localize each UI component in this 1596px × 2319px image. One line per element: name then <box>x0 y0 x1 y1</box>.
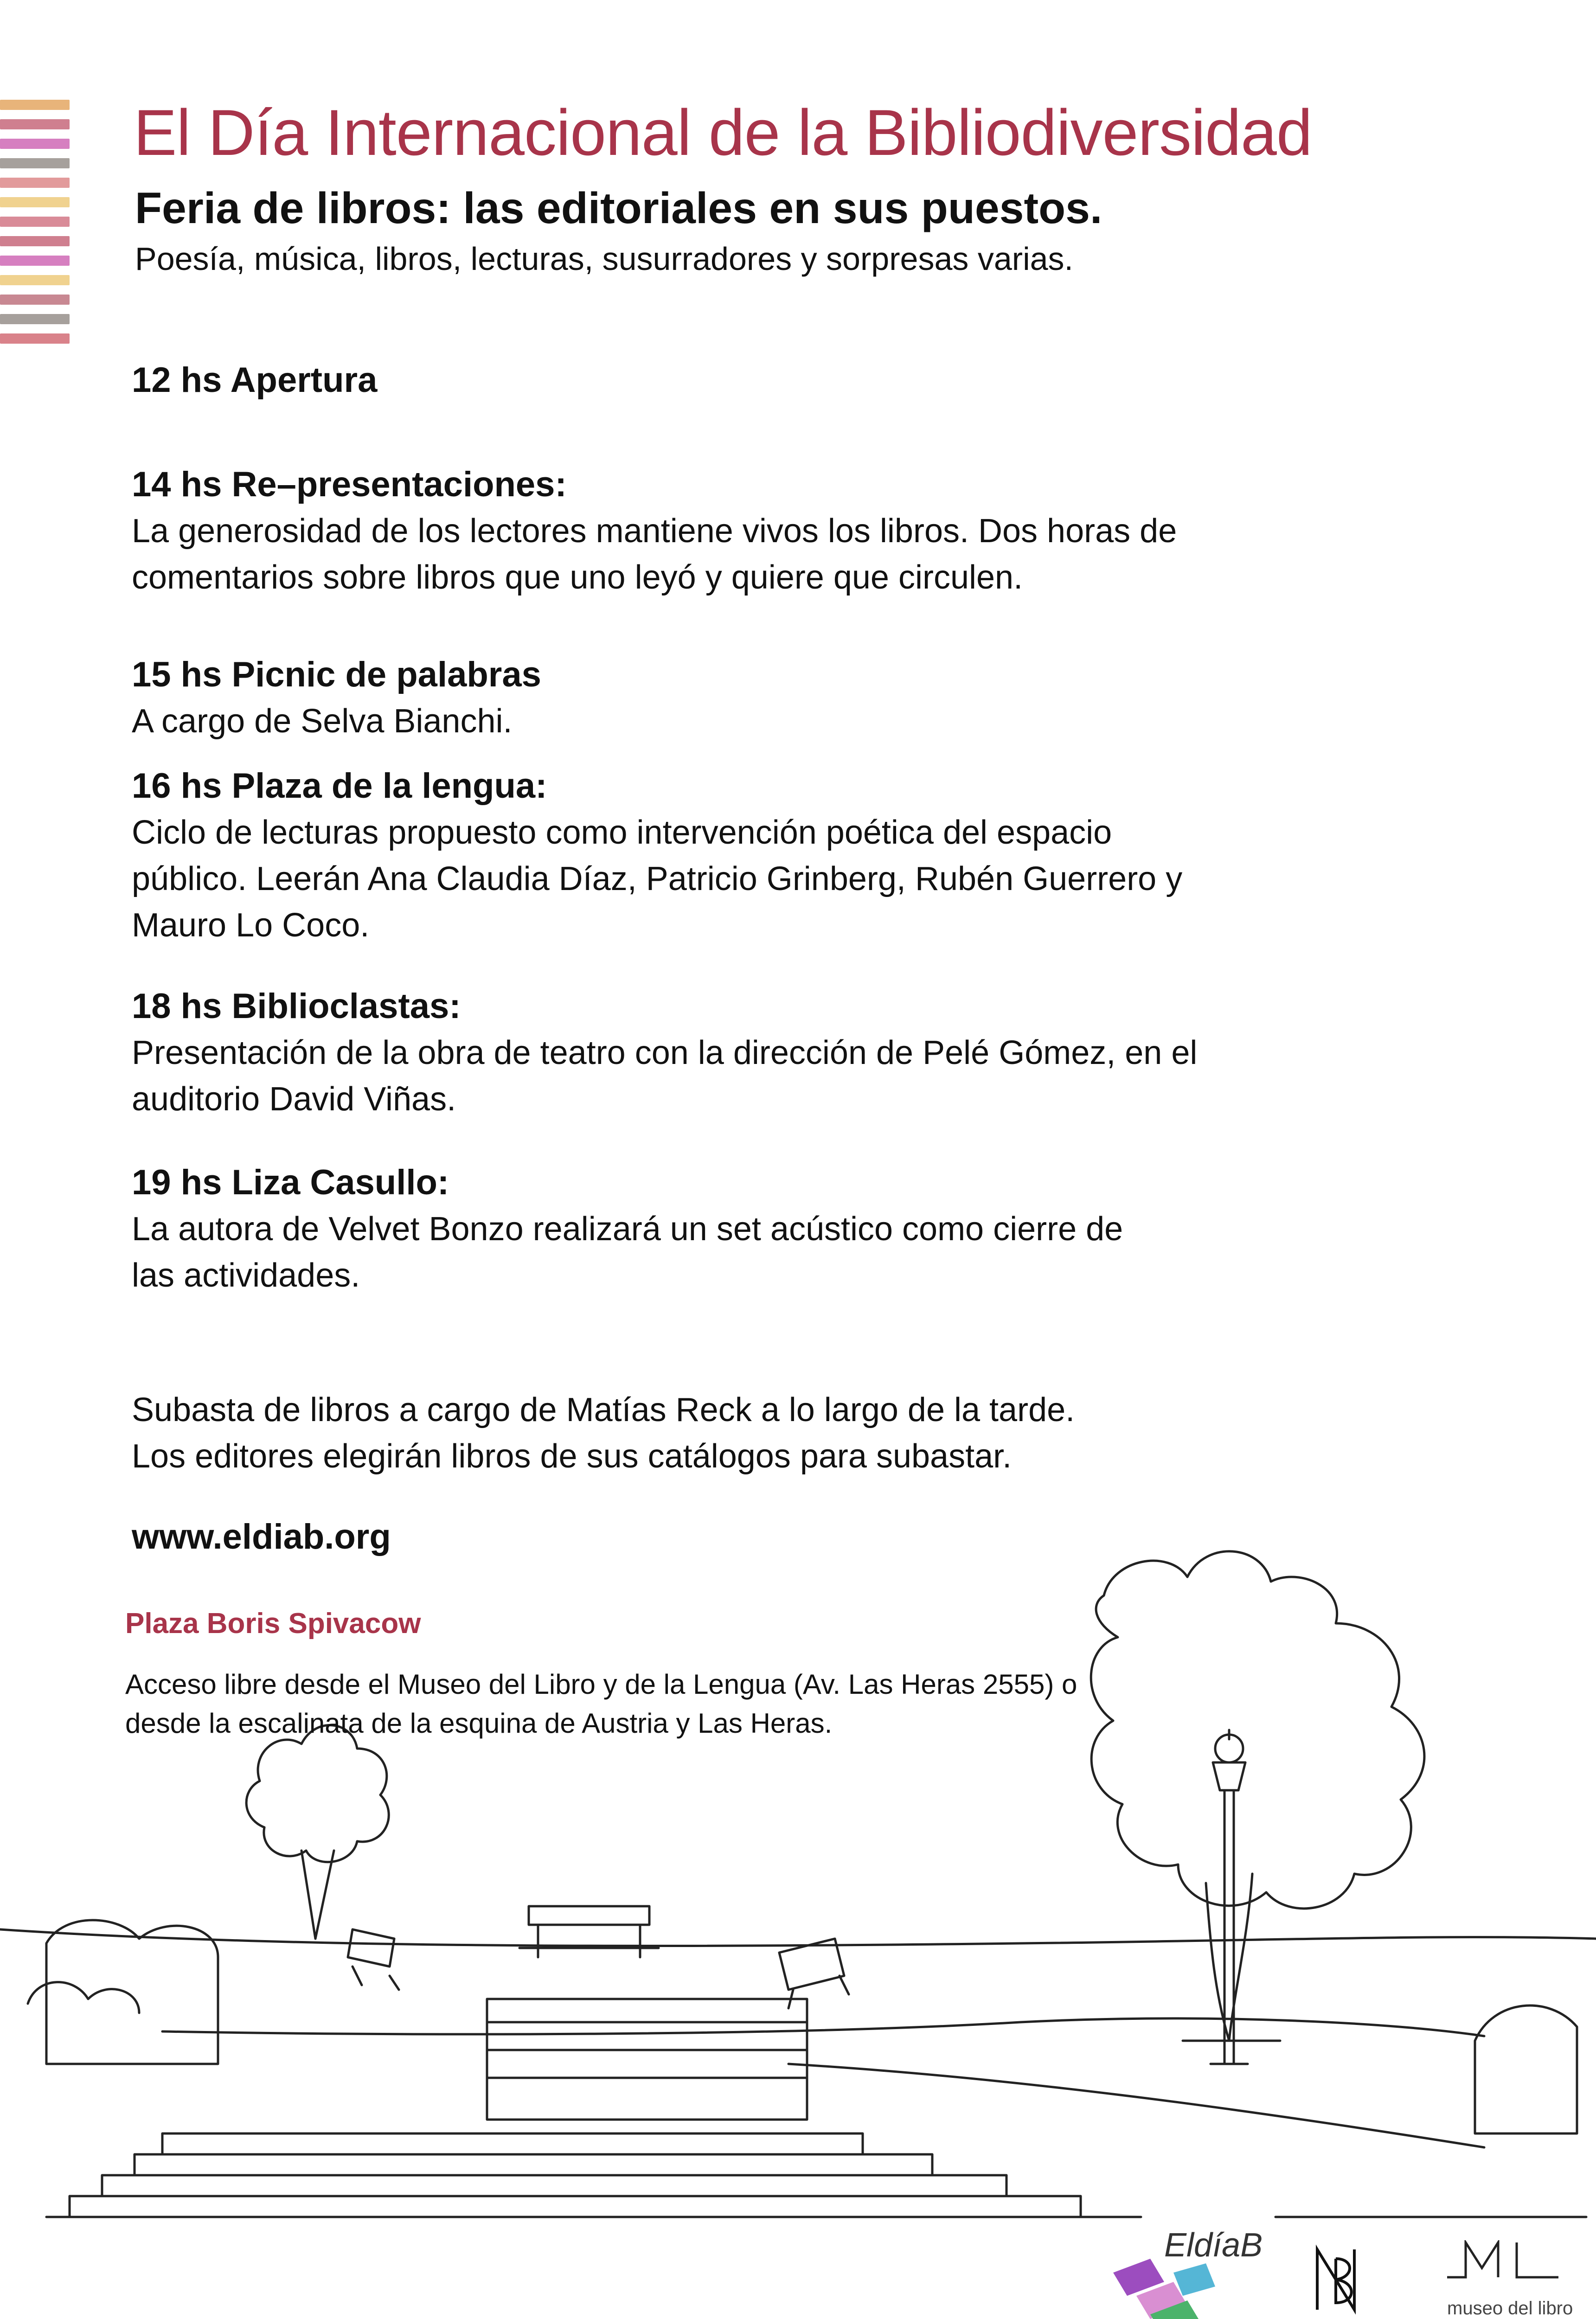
event-description: A cargo de Selva Bianchi. <box>132 703 513 740</box>
event-description: La autora de Velvet Bonzo realizará un set acústico como cierre de las actividades. <box>132 1211 1123 1294</box>
event-item <box>132 461 1268 601</box>
event-heading: 16 hs Plaza de la lengua: <box>132 766 547 806</box>
decorative-stripe <box>0 236 70 246</box>
decorative-stripe <box>0 256 70 266</box>
decorative-stripe <box>0 178 70 188</box>
event-item <box>132 357 1268 404</box>
decorative-stripe <box>0 314 70 324</box>
event-description: Ciclo de lecturas propuesto como intervención poética del espacio público. Leerán Ana Claudia Díaz, Patricio Grinberg, Rubén Guerrero y Mauro Lo Coco. <box>132 814 1183 944</box>
venue-access: Acceso libre desde el Museo del Libro y de la Lengua (Av. Las Heras 2555) o desde la escalinata de la esquina de Austria y Las Heras. <box>125 1669 1077 1739</box>
event-item <box>132 652 1268 744</box>
museo-logo-mark <box>1447 2240 1558 2282</box>
event-item <box>132 1160 1268 1299</box>
website-link[interactable]: www.eldiab.org <box>132 1517 391 1557</box>
venue-name: Plaza Boris Spivacow <box>125 1608 421 1640</box>
event-heading: 19 hs Liza Casullo: <box>132 1163 449 1202</box>
decorative-stripe <box>0 100 70 110</box>
event-item <box>132 763 1268 948</box>
decorative-stripe <box>0 119 70 129</box>
decorative-stripe <box>0 139 70 149</box>
decorative-stripe <box>0 217 70 227</box>
event-heading: 14 hs Re–presentaciones: <box>132 465 567 504</box>
decorative-stripe <box>0 197 70 207</box>
page-tagline: Poesía, música, libros, lecturas, susurradores y sorpresas varias. <box>135 241 1073 277</box>
event-description: Presentación de la obra de teatro con la dirección de Pelé Gómez, en el auditorio David Viñas. <box>132 1034 1198 1118</box>
decorative-stripe <box>0 275 70 285</box>
museo-label <box>1447 2298 1573 2319</box>
museo-label-line1: museo del libro <box>1447 2298 1573 2319</box>
event-description: La generosidad de los lectores mantiene vivos los libros. Dos horas de comentarios sobre libros que uno leyó y quiere que circulen. <box>132 512 1177 596</box>
event-heading: 12 hs Apertura <box>132 360 378 400</box>
sponsor-logos <box>0 2226 1596 2319</box>
page-title: El Día Internacional de la Bibliodiversidad <box>134 96 1312 169</box>
decorative-stripe <box>0 333 70 344</box>
biblioteca-nacional-emblem <box>1308 2240 1364 2319</box>
event-item <box>132 983 1268 1122</box>
decorative-stripes <box>0 100 70 353</box>
event-heading: 15 hs Picnic de palabras <box>132 655 541 694</box>
decorative-stripe <box>0 158 70 168</box>
page-subtitle: Feria de libros: las editoriales en sus puestos. <box>135 184 1102 233</box>
eldiab-logo-text: EldíaB <box>1164 2227 1263 2264</box>
event-heading: 18 hs Biblioclastas: <box>132 987 461 1026</box>
decorative-stripe <box>0 295 70 305</box>
auction-note: Subasta de libros a cargo de Matías Reck a lo largo de la tarde. Los editores elegirán libros de sus catálogos para subastar. <box>132 1391 1075 1475</box>
